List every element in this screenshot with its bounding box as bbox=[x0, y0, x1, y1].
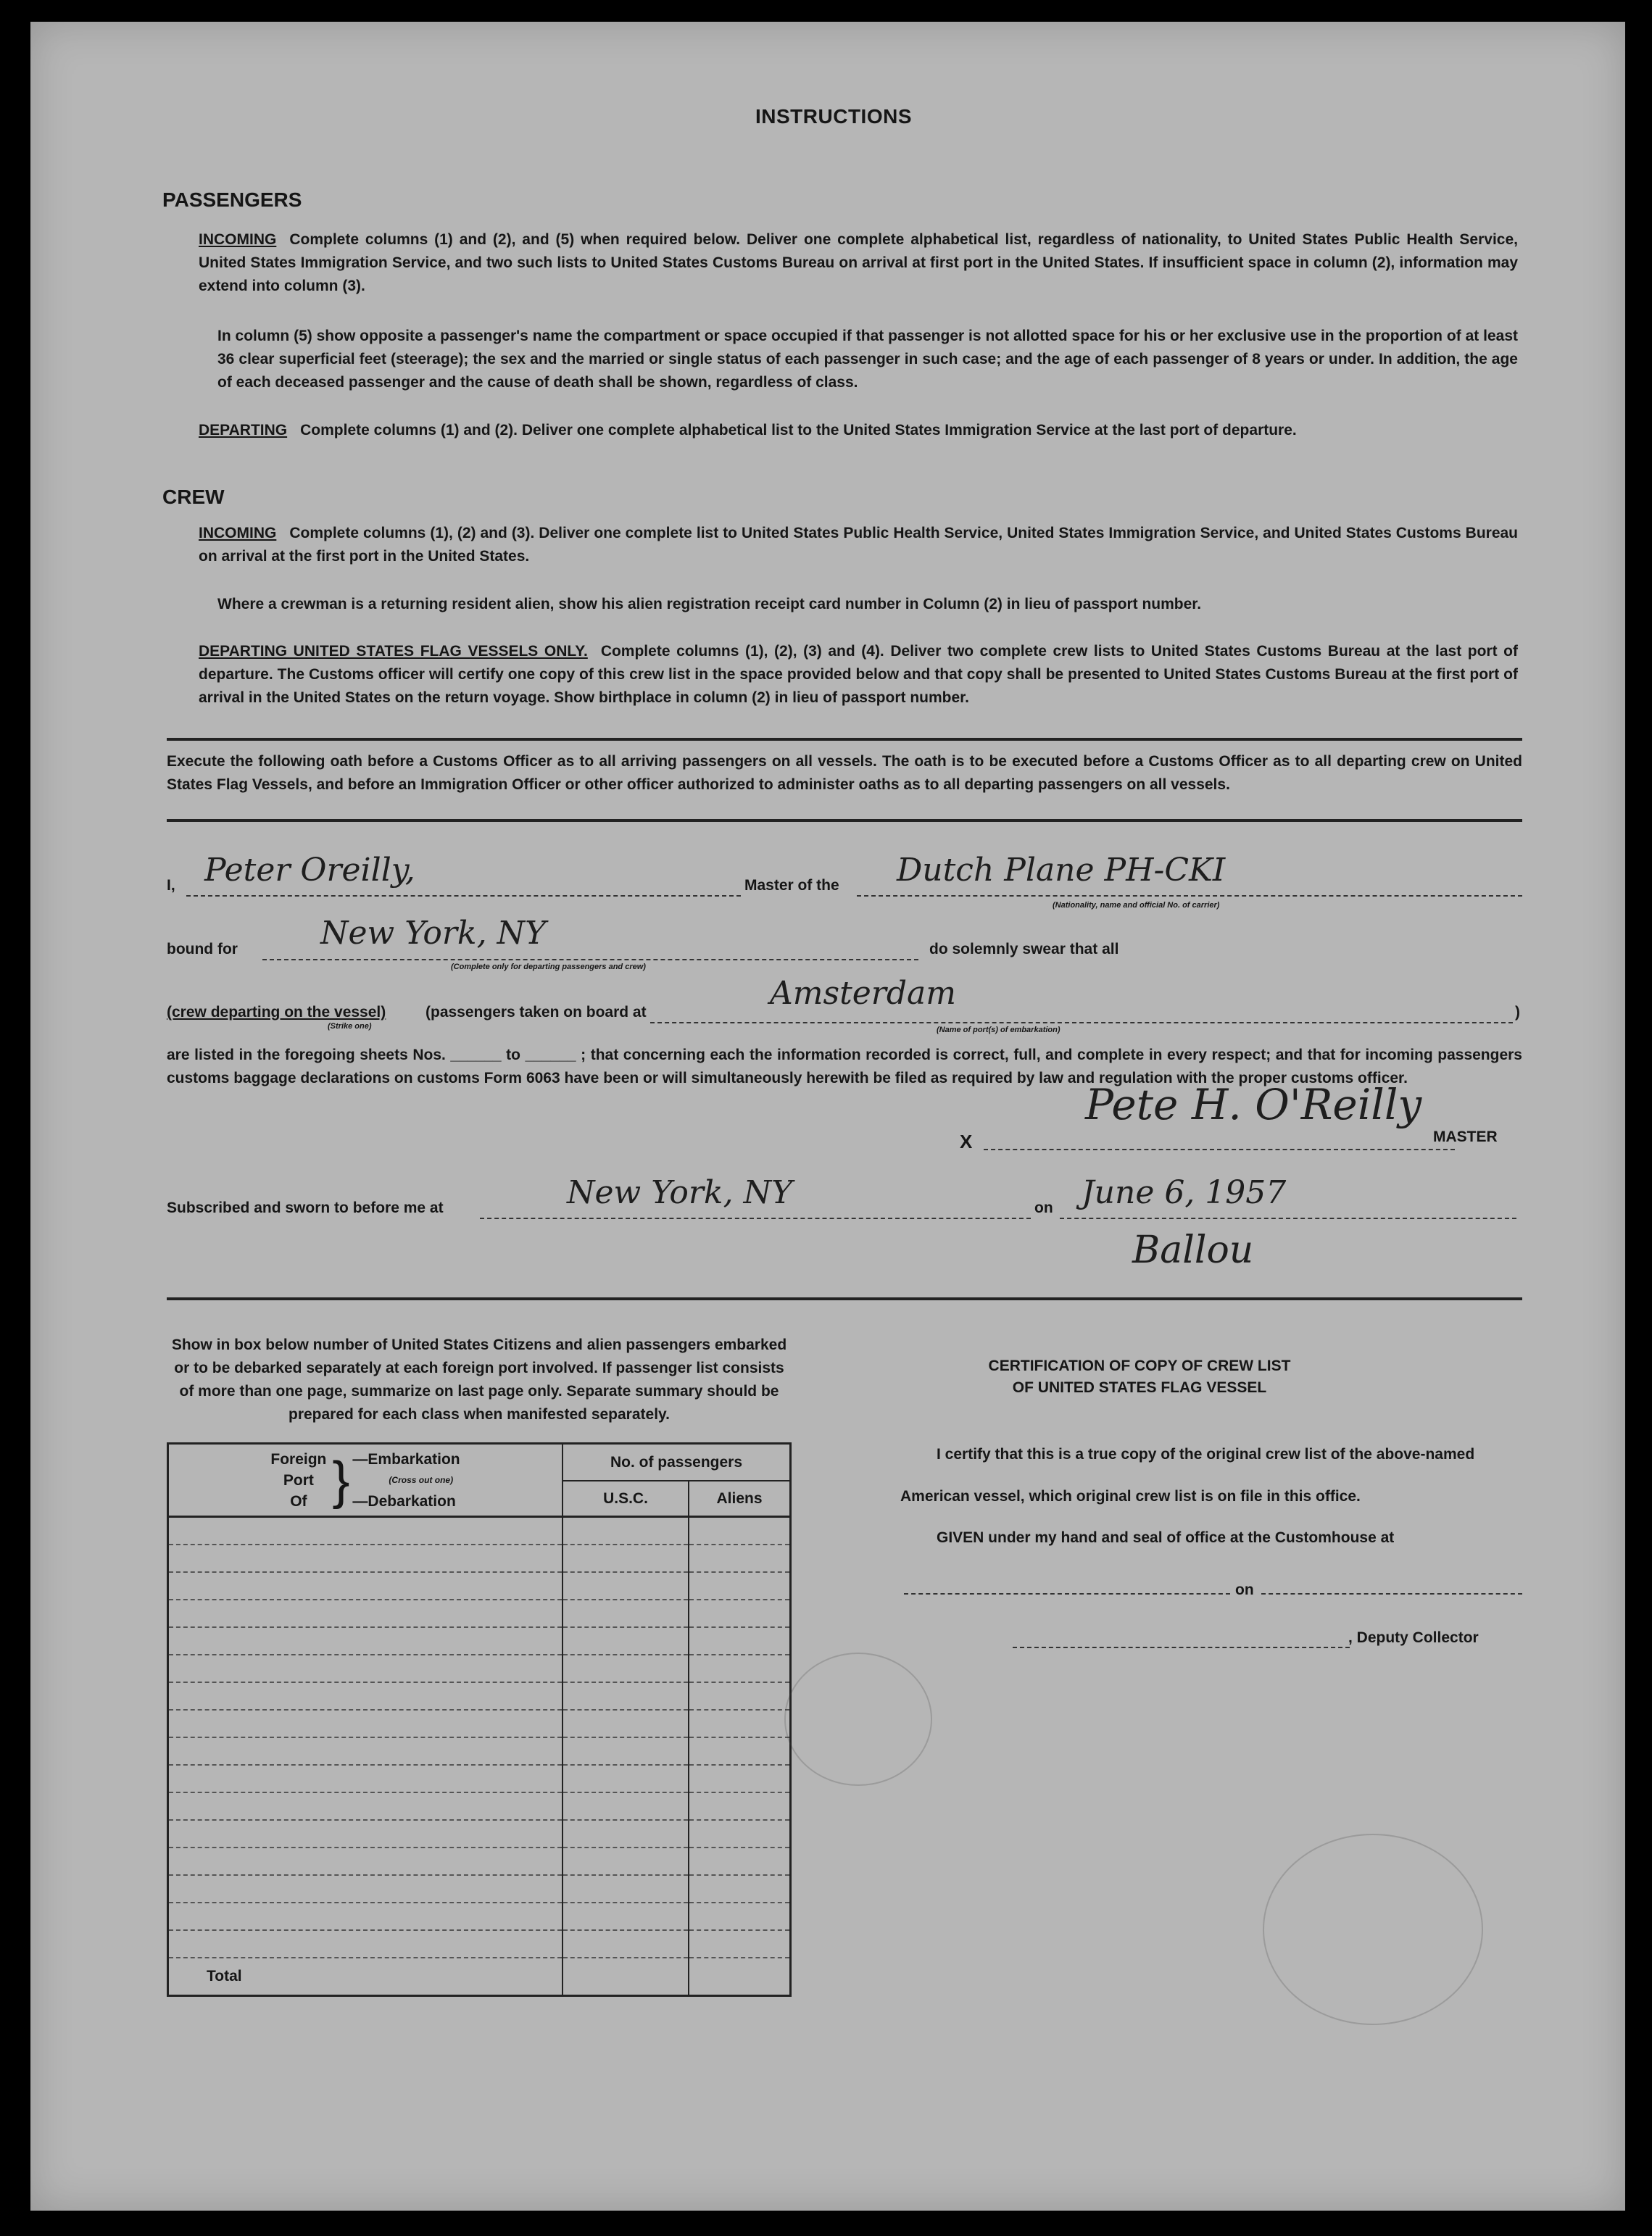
faint-stamp-mark bbox=[784, 1653, 932, 1786]
table-row bbox=[168, 1710, 791, 1737]
listed-paragraph: are listed in the foregoing sheets Nos. ______ to ______ ; that concerning each the information recorded is correct, full, and complete in every respect; and that for incoming passengers customs baggage declarations on customs Form 6063 have been or will simultaneously herewith be filed as required by law and regulation with the proper customs officer. bbox=[167, 1047, 1522, 1086]
no-passengers-header: No. of passengers bbox=[563, 1444, 791, 1481]
deputy-collector-line bbox=[1013, 1647, 1350, 1648]
master-of-label: Master of the bbox=[744, 877, 839, 894]
col-port: Port bbox=[283, 1472, 314, 1489]
master-name-handwritten: Peter Oreilly, bbox=[204, 852, 415, 889]
table-row bbox=[168, 1682, 791, 1710]
x-mark: X bbox=[960, 1131, 973, 1152]
crew-departing-label: DEPARTING UNITED STATES FLAG VESSELS ONLY. bbox=[199, 643, 588, 660]
oath-divider bbox=[167, 819, 1522, 822]
port-embarkation-line bbox=[650, 1022, 1513, 1023]
crew-incoming-label: INCOMING bbox=[199, 525, 277, 541]
crew-departing-option: (crew departing on the vessel) bbox=[167, 1004, 386, 1021]
passengers-incoming-paragraph bbox=[199, 228, 1518, 298]
passengers-taken-label: (passengers taken on board at bbox=[426, 1004, 647, 1021]
table-row bbox=[168, 1930, 791, 1958]
summary-header-row bbox=[168, 1444, 791, 1481]
subscribed-label: Subscribed and sworn to before me at bbox=[167, 1200, 444, 1216]
sworn-date-line bbox=[1060, 1218, 1516, 1219]
usc-header: U.S.C. bbox=[563, 1481, 689, 1516]
cross-out-caption: (Cross out one) bbox=[389, 1475, 454, 1485]
master-name-line bbox=[186, 895, 741, 897]
faint-stamp-mark bbox=[1263, 1834, 1483, 2025]
crew-heading: CREW bbox=[162, 486, 225, 508]
aliens-header: Aliens bbox=[689, 1481, 791, 1516]
table-row bbox=[168, 1875, 791, 1903]
certification-heading bbox=[900, 1355, 1379, 1399]
oath-intro: Execute the following oath before a Customs Officer as to all arriving passengers on all vessels. The oath is to be executed before a Customs Officer as to all departing crew on United States Flag Vessels, and before an Immigration Officer or other officer authorized to administer oaths as to all departing passengers on all vessels. bbox=[167, 753, 1522, 793]
passenger-summary-table bbox=[167, 1442, 792, 1997]
crew-departing-text: Complete columns (1), (2), (3) and (4). Deliver two complete crew lists to United States Customs Bureau at the last port of departure. The Customs officer will certify one copy of this crew list in the space provided below and that copy shall be presented to United States Customs Bureau at the first port of arrival in the United States on the return voyage. Show birthplace in column (2) in lieu of passport number. bbox=[199, 643, 1518, 706]
passengers-heading: PASSENGERS bbox=[162, 188, 302, 211]
master-signature: Pete H. O'Reilly bbox=[1085, 1080, 1422, 1129]
passengers-incoming-label: INCOMING bbox=[199, 231, 277, 248]
table-row bbox=[168, 1627, 791, 1655]
port-caption: (Name of port(s) of embarkation) bbox=[937, 1026, 1060, 1034]
cert-line-2: American vessel, which original crew list is on file in this office. bbox=[900, 1488, 1361, 1505]
cert-on-label: on bbox=[1235, 1582, 1254, 1598]
table-row bbox=[168, 1737, 791, 1765]
table-row bbox=[168, 1792, 791, 1820]
table-row bbox=[168, 1820, 791, 1848]
bound-for-caption: (Complete only for departing passengers and crew) bbox=[451, 963, 646, 971]
master-label: MASTER bbox=[1433, 1129, 1498, 1145]
swear-label: do solemnly swear that all bbox=[929, 941, 1119, 957]
form-sheet bbox=[30, 22, 1625, 2211]
table-row bbox=[168, 1572, 791, 1600]
total-label: Total bbox=[168, 1958, 563, 1996]
table-row bbox=[168, 1765, 791, 1792]
table-row bbox=[168, 1903, 791, 1930]
table-row bbox=[168, 1600, 791, 1627]
brace-glyph: } bbox=[332, 1451, 350, 1510]
table-row bbox=[168, 1517, 791, 1545]
instructions-title: INSTRUCTIONS bbox=[755, 105, 912, 128]
section-divider bbox=[167, 738, 1522, 741]
passengers-departing-paragraph bbox=[199, 419, 1518, 442]
deputy-collector-label: , Deputy Collector bbox=[1348, 1629, 1479, 1646]
total-row bbox=[168, 1958, 791, 1996]
bound-for-line bbox=[262, 959, 918, 960]
col-foreign: Foreign bbox=[270, 1451, 327, 1468]
sworn-date-handwritten: June 6, 1957 bbox=[1082, 1174, 1287, 1211]
bound-for-handwritten: New York, NY bbox=[320, 915, 547, 952]
bound-for-label: bound for bbox=[167, 941, 238, 957]
sworn-place-line bbox=[480, 1218, 1031, 1219]
lower-divider bbox=[167, 1297, 1522, 1300]
passengers-incoming-text: Complete columns (1) and (2), and (5) when required below. Deliver one complete alphabetical list, regardless of nationality, to United States Public Health Service, United States Immigration Service, and two such lists to United States Customs Bureau on arrival at first port in the United States. If insufficient space in column (2), information may extend into column (3). bbox=[199, 231, 1518, 294]
crew-incoming-paragraph bbox=[199, 522, 1518, 568]
table-row bbox=[168, 1848, 791, 1875]
debarkation-label: —Debarkation bbox=[352, 1493, 456, 1510]
passengers-departing-label: DEPARTING bbox=[199, 422, 288, 439]
cert-line-3: GIVEN under my hand and seal of office at the Customhouse at bbox=[937, 1529, 1395, 1546]
col-of: Of bbox=[290, 1493, 307, 1510]
master-signature-line bbox=[984, 1149, 1455, 1150]
summary-instructions: Show in box below number of United States Citizens and alien passengers embarked or to be debarked separately at each foreign port involved. If passenger list consists of more than one page, summarize on last page only. Separate summary should be prepared for each class when manifested separately. bbox=[171, 1337, 787, 1423]
embarkation-label: —Embarkation bbox=[352, 1451, 460, 1468]
crew-incoming-text: Complete columns (1), (2) and (3). Deliver one complete list to United States Public Health Service, United States Immigration Service, and United States Customs Bureau on arrival at the first port in the United States. bbox=[199, 525, 1518, 565]
sworn-place-handwritten: New York, NY bbox=[567, 1174, 793, 1211]
crew-departing-paragraph bbox=[199, 640, 1518, 710]
carrier-line bbox=[857, 895, 1522, 897]
crew-resident-paragraph: Where a crewman is a returning resident alien, show his alien registration receipt card number in Column (2) in lieu of passport number. bbox=[217, 596, 1202, 612]
passengers-column5-paragraph: In column (5) show opposite a passenger's name the compartment or space occupied if that passenger is not allotted space for his or her exclusive use in the proportion of at least 36 clear superficial feet (steerage); the sex and the married or single status of each passenger in such case; and the age of each passenger of 8 years or under. In addition, the age of each deceased passenger and the cause of death shall be shown, regardless of class. bbox=[217, 328, 1518, 391]
cert-line-1: I certify that this is a true copy of the original crew list of the above-named bbox=[937, 1446, 1475, 1463]
table-row bbox=[168, 1655, 791, 1682]
cert-date-line bbox=[1261, 1593, 1522, 1595]
certification-heading-2: OF UNITED STATES FLAG VESSEL bbox=[1012, 1379, 1267, 1396]
table-row bbox=[168, 1545, 791, 1572]
carrier-handwritten: Dutch Plane PH-CKI bbox=[897, 852, 1226, 889]
port-embarkation-handwritten: Amsterdam bbox=[770, 975, 956, 1012]
officer-signature: Ballou bbox=[1132, 1229, 1254, 1272]
passengers-departing-text: Complete columns (1) and (2). Deliver one complete alphabetical list to the United States Immigration Service at the last port of departure. bbox=[300, 422, 1297, 439]
customhouse-line bbox=[904, 1593, 1230, 1595]
certification-heading-1: CERTIFICATION OF COPY OF CREW LIST bbox=[988, 1358, 1291, 1374]
strike-one-caption: (Strike one) bbox=[328, 1022, 372, 1031]
close-paren: ) bbox=[1515, 1004, 1520, 1021]
sworn-on-label: on bbox=[1034, 1200, 1053, 1216]
oath-i-label: I, bbox=[167, 877, 175, 894]
carrier-caption: (Nationality, name and official No. of carrier) bbox=[1053, 901, 1220, 910]
foreign-port-header bbox=[168, 1444, 563, 1517]
